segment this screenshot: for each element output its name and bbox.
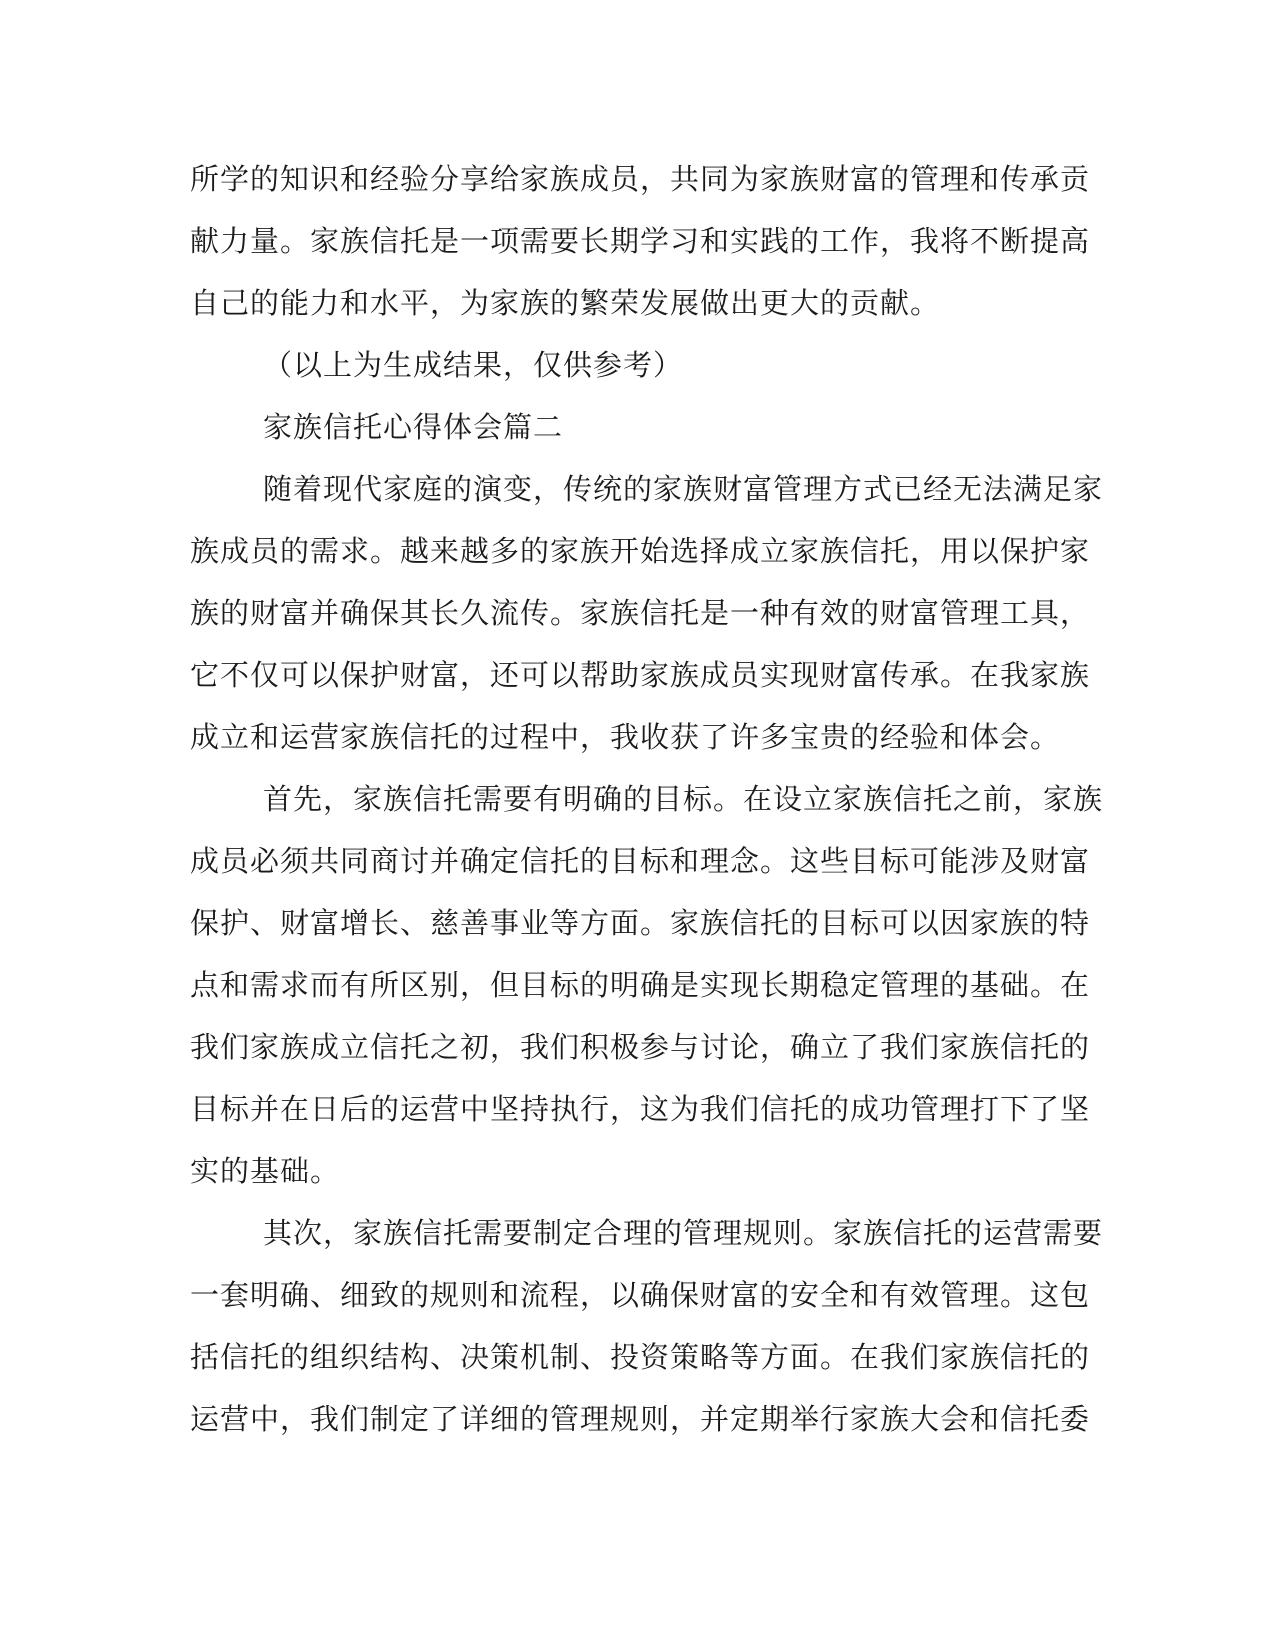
text-line: 点和需求而有所区别，但目标的明确是实现长期稳定管理的基础。在 [190, 968, 1091, 1002]
text-line: 目标并在日后的运营中坚持执行，这为我们信托的成功管理打下了坚 [190, 1092, 1091, 1126]
text-line: 实的基础。 [190, 1154, 341, 1188]
text-line: 族的财富并确保其长久流传。家族信托是一种有效的财富管理工具， [190, 596, 1091, 630]
text-line: 括信托的组织结构、决策机制、投资策略等方面。在我们家族信托的 [190, 1340, 1091, 1374]
text-line: 所学的知识和经验分享给家族成员，共同为家族财富的管理和传承贡 [190, 162, 1091, 196]
text-line: 它不仅可以保护财富，还可以帮助家族成员实现财富传承。在我家族 [190, 658, 1091, 692]
text-line: 一套明确、细致的规则和流程，以确保财富的安全和有效管理。这包 [190, 1278, 1091, 1312]
text-line: 保护、财富增长、慈善事业等方面。家族信托的目标可以因家族的特 [190, 906, 1091, 940]
text-line: 随着现代家庭的演变，传统的家族财富管理方式已经无法满足家 [263, 472, 1104, 506]
text-line: 首先，家族信托需要有明确的目标。在设立家族信托之前，家族 [263, 782, 1104, 816]
text-line: 族成员的需求。越来越多的家族开始选择成立家族信托，用以保护家 [190, 534, 1091, 568]
text-line: 运营中，我们制定了详细的管理规则，并定期举行家族大会和信托委 [190, 1402, 1091, 1436]
text-line: 我们家族成立信托之初，我们积极参与讨论，确立了我们家族信托的 [190, 1030, 1091, 1064]
text-line: 献力量。家族信托是一项需要长期学习和实践的工作，我将不断提高 [190, 224, 1091, 258]
section-heading: 家族信托心得体会篇二 [263, 410, 564, 444]
text-line: 成立和运营家族信托的过程中，我收获了许多宝贵的经验和体会。 [190, 720, 1061, 754]
text-line: 成员必须共同商讨并确定信托的目标和理念。这些目标可能涉及财富 [190, 844, 1091, 878]
text-line: 自己的能力和水平，为家族的繁荣发展做出更大的贡献。 [190, 286, 941, 320]
body-text [190, 158, 1104, 1460]
disclaimer-note: （以上为生成结果，仅供参考） [263, 348, 684, 382]
text-line: 其次，家族信托需要制定合理的管理规则。家族信托的运营需要 [263, 1216, 1104, 1250]
